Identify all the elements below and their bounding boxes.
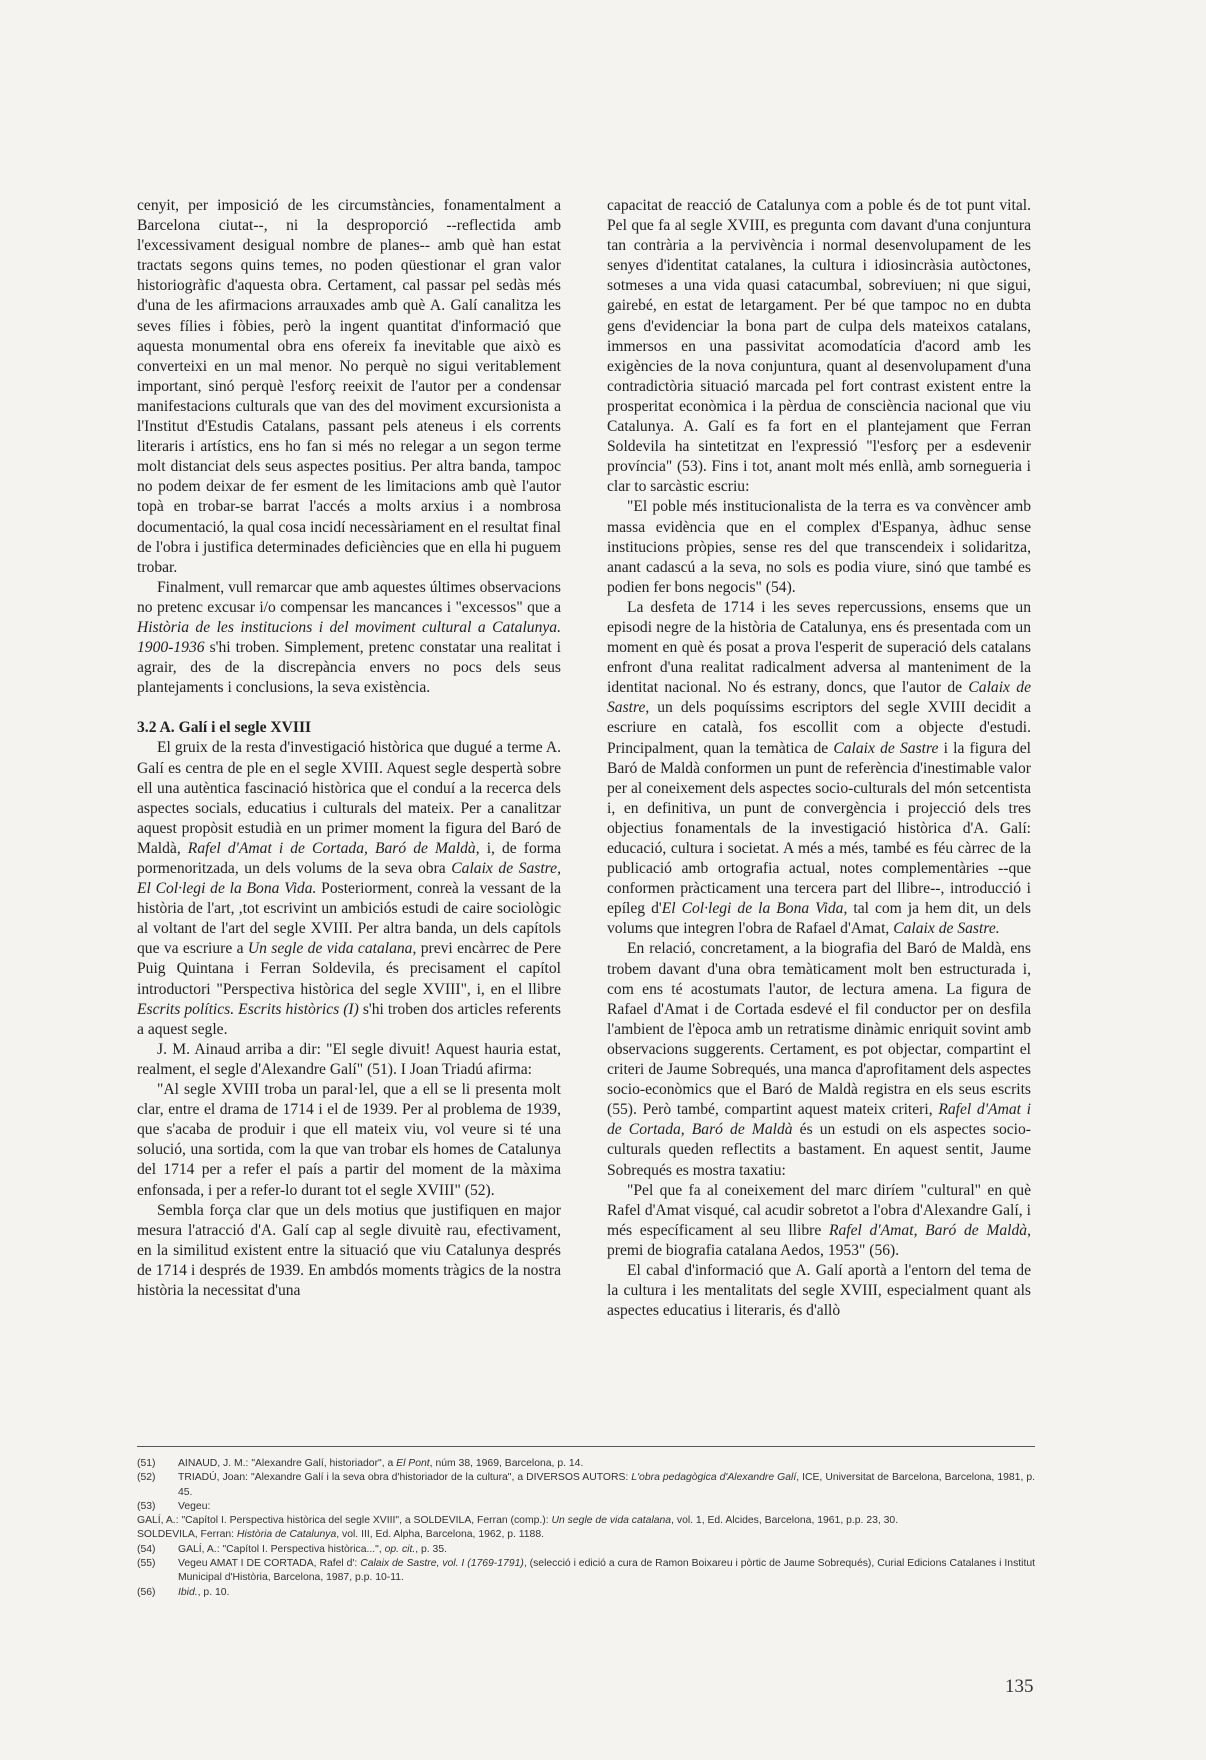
footnote-52: (52) TRIADÚ, Joan: "Alexandre Galí i la seva obra d'historiador de la cultura", a DIVERSOS AUTORS: L'obra pedagògica d'Alexandre Galí, ICE, Universitat de Barcelona, Barcelona, 1981, p. 45. [137, 1472, 1035, 1498]
right-paragraph-3: En relació, concretament, a la biografia del Baró de Maldà, ens trobem davant d'una obra temàticament molt ben estructurada i, com ens té acostumats l'autor, de lectura amena. La figura de Rafael d'Amat i de Cortada esdevé el fil conductor per on desfila l'ambient de l'època amb un retratisme dinàmic enriquit sovint amb observacions suggerents. Certament, es pot objectar, compartint el criteri de Jaume Sobrequés, una manca d'aprofitament dels aspectes socio-econòmics que el Baró de Maldà registra en els seus escrits (55). Però també, compartint aquest mateix criteri, Rafel d'Amat i de Cortada, Baró de Maldà és un estudi on els aspectes socio-culturals queden reflectits a bastament. En aquest sentit, Jaume Sobrequés es mostra taxatiu: [607, 940, 1031, 1179]
footnote-55: (55) Vegeu AMAT I DE CORTADA, Rafel d': Calaix de Sastre, vol. I (1769-1791), (selecció i edició a cura de Ramon Boixareu i pòrtic de Jaume Sobrequés), Curial Edicions Catalanes i Institut Municipal d'Història, Barcelona, 1987, p.p. 10-11. [137, 1558, 1036, 1584]
right-quote-1: "El poble més institucionalista de la terra es va convèncer amb massa evidència que en el complex d'Espanya, àdhuc sense institucions pròpies, sense res del que transcendeix i solidaritza, anant cadascú a la seva, no sols es podia viure, sinó que també es podien fer bons negocis" (54). [607, 498, 1031, 596]
right-quote-2: "Pel que fa al coneixement del marc diríem "cultural" en què Rafel d'Amat visqué, cal acudir sobretot a l'obra d'Alexandre Galí, i més específicament al seu llibre Rafel d'Amat, Baró de Maldà, premi de biografia catalana Aedos, 1953" (56). [607, 1181, 1031, 1259]
left-paragraph-1: cenyit, per imposició de les circumstàncies, fonamentalment a Barcelona ciutat--, ni la desproporció --reflectida amb l'excessivament desigual nombre de planes-- amb què han estat tractats segons quins temes, no poden qüestionar el gran valor historiogràfic d'aquesta obra. Certament, cal passar pel sedàs més d'una de les afirmacions arrauxades amb què A. Galí canalitza les seves fílies i fòbies, però la ingent quantitat d'informació que aquesta monumental obra ens ofereix fa inevitable que això es converteixi en un mal menor. No perquè no sigui veritablement important, sinó perquè l'esforç reeixit de l'autor per a condensar manifestacions culturals que van des del moviment excursionista a l'Institut d'Estudis Catalans, passant pels ateneus i els corrents literaris i artístics, ens ho fan si més no relegar a un segon terme molt distanciat dels seus aspectes positius. Per altra banda, tampoc no podem deixar de fer esment de les limitacions amb què l'autor topà en trobar-se barrat l'accés a molts arxius i a nombrosa documentació, la qual cosa incidí necessàriament en el resultat final de l'obra i justifica determinades deficiències que en ella hi puguem trobar. [137, 197, 561, 576]
footnote-53: (53) Vegeu: [137, 1500, 211, 1512]
right-paragraph-1: capacitat de reacció de Catalunya com a poble és de tot punt vital. Pel que fa al segle XVIII, es pregunta com davant d'una conjuntura tan contrària a la pervivència i normal desenvolupament de les senyes d'identitat catalanes, la cultura i idiosincràsia autòctones, sotmeses a una vida quasi catacumbal, sobreviuen; ni que sigui, gairebé, en estat de letargament. Per bé que tampoc no en dubta gens d'evidenciar la bona part de culpa dels mateixos catalans, immersos en una passivitat acomodatícia d'acord amb les exigències de la nova conjuntura, quant al desenvolupament d'una contradictòria situació marcada pel fort contrast existent entre la prosperitat econòmica i la pèrdua de consciència nacional que viu Catalunya. A. Galí es fa fort en el plantejament que Ferran Soldevila ha sintetitzat en l'expressió "l'esforç per a esdevenir província" (53). Fins i tot, anant molt més enllà, amb sornegueria i clar to sarcàstic escriu: [607, 197, 1031, 496]
left-paragraph-4: J. M. Ainaud arriba a dir: "El segle divuit! Aquest hauria estat, realment, el segle d'Alexandre Galí" (51). I Joan Triadú afirma: [137, 1040, 561, 1078]
right-column [607, 196, 1031, 1321]
footnote-53-line-1: GALÍ, A.: "Capítol I. Perspectiva històrica del segle XVIII", a SOLDEVILA, Ferran (comp.): Un segle de vida catalana, vol. 1, Ed. Alcides, Barcelona, 1961, p.p. 23, 30. [137, 1515, 899, 1527]
left-column [137, 196, 561, 1301]
left-paragraph-2: Finalment, vull remarcar que amb aquestes últimes observacions no pretenc excusar i/o compensar les mancances i "excessos" que a Història de les institucions i del moviment cultural a Catalunya. 1900-1936 s'hi troben. Simplement, pretenc constatar una realitat i agrair, des de la discrepància envers no pocs dels seus plantejaments i conclusions, la seva existència. [137, 578, 561, 697]
left-quote-1: "Al segle XVIII troba un paral·lel, que a ell se li presenta molt clar, entre el drama de 1714 i el de 1939. Per al problema de 1939, que s'acaba de produir i que ell mateix viu, vol veure si té una solució, una sortida, com la que van trobar els homes de Catalunya del 1714 per a refer el país a partir del moment de la màxima enfonsada, i per a refer-lo durant tot el segle XVIII" (52). [137, 1081, 561, 1199]
footnote-divider [137, 1446, 1035, 1447]
right-paragraph-2: La desfeta de 1714 i les seves repercussions, ensems que un episodi negre de la història de Catalunya, ens és presentada com un moment en què és posat a prova l'esperit de superació dels catalans enfront d'una realitat radicalment adversa al manteniment de la identitat nacional. No és estrany, doncs, que l'autor de Calaix de Sastre, un dels poquíssims escriptors del segle XVIII decidit a escriure en català, fos escollit com a objecte d'estudi. Principalment, quan la temàtica de Calaix de Sastre i la figura del Baró de Maldà conformen un punt de referència d'inestimable valor per al coneixement dels aspectes socio-culturals del món setcentista i, en definitiva, un punt de convergència i projecció dels tres objectius fonamentals de la investigació històrica d'A. Galí: educació, cultura i societat. A més a més, també es féu càrrec de la publicació amb ortografia actual, notes complementàries --que conformen pràcticament una tercera part del llibre--, introducció i epíleg d'El Col·legi de la Bona Vida, tal com ja hem dit, un dels volums que integren l'obra de Rafael d'Amat, Calaix de Sastre. [607, 598, 1032, 938]
book-title: Història de les institucions i del moviment cultural a Catalunya. 1900-1936 [137, 618, 561, 657]
right-paragraph-4: El cabal d'informació que A. Galí aportà a l'entorn del tema de la cultura i les mentalitats del segle XVIII, especialment quant als aspectes educatius i literaris, és d'allò [607, 1261, 1031, 1320]
footnote-56: (56) Ibid., p. 10. [137, 1586, 230, 1598]
footnote-54: (54) GALÍ, A.: "Capítol I. Perspectiva històrica...", op. cit., p. 35. [137, 1543, 448, 1555]
footnote-53-line-2: SOLDEVILA, Ferran: Història de Catalunya, vol. III, Ed. Alpha, Barcelona, 1962, p. 1188. [137, 1529, 545, 1541]
left-paragraph-3: El gruix de la resta d'investigació històrica que dugué a terme A. Galí es centra de ple en el segle XVIII. Aquest segle despertà sobre ell una autèntica fascinació històrica que el conduí a la recerca dels aspectes socials, educatius i culturals del mateix. Per a canalitzar aquest propòsit estudià en un primer moment la figura del Baró de Maldà, Rafel d'Amat i de Cortada, Baró de Maldà, i, de forma pormenoritzada, un dels volums de la seva obra Calaix de Sastre, El Col·legi de la Bona Vida. Posteriorment, conreà la vessant de la història de l'art, ,tot escrivint un ambiciós estudi de caire sociològic al voltant de l'art del segle XVIII. Per altra banda, un dels capítols que va escriure a Un segle de vida catalana, previ encàrrec de Pere Puig Quintana i Ferran Soldevila, és precisament el capítol introductori "Perspectiva històrica del segle XVIII", i, en el llibre Escrits polítics. Escrits històrics (I) s'hi troben dos articles referents a aquest segle. [137, 739, 561, 1038]
page-number: 135 [1005, 1676, 1034, 1697]
left-paragraph-5: Sembla força clar que un dels motius que justifiquen en major mesura l'atracció d'A. Galí cap al segle divuitè rau, efectivament, en la similitud existent entre la situació que viu Catalunya després de 1714 i després de 1939. En ambdós moments tràgics de la nostra història la necessitat d'una [137, 1201, 561, 1299]
footnotes [137, 1457, 1035, 1600]
footnote-51: (51) AINAUD, J. M.: "Alexandre Galí, historiador", a El Pont, núm 38, 1969, Barcelona, p. 14. [137, 1458, 584, 1469]
section-heading: 3.2 A. Galí i el segle XVIII [137, 719, 312, 737]
